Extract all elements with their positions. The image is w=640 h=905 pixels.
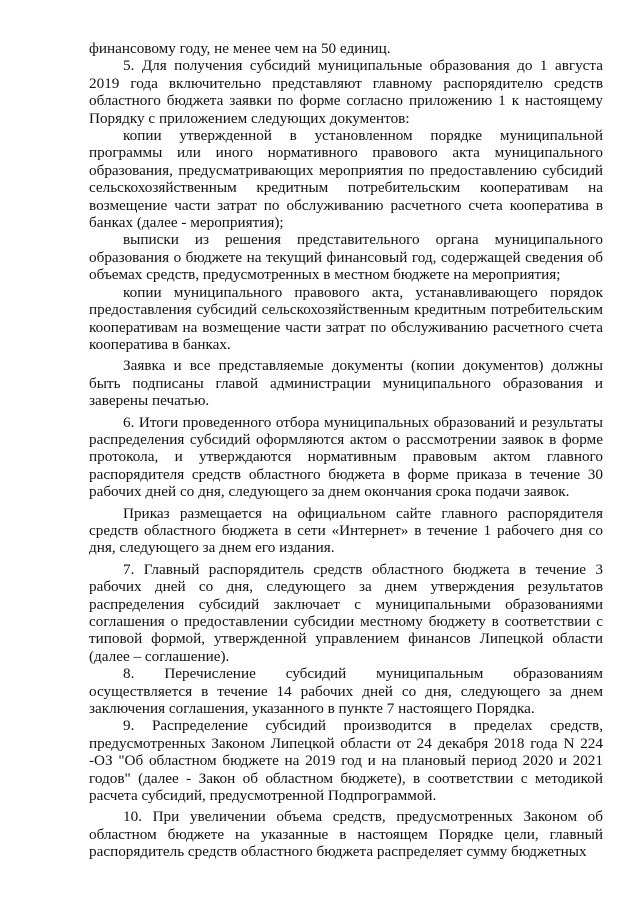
paragraph-item-5-doc-2: выписки из решения представительного органа муниципального образования о бюджете на текущий финансовый год, содержащей сведения об объемах средств, предусмотренных в местном бюджете на мероприятия; xyxy=(89,231,603,284)
paragraph-signature-requirement: Заявка и все представляемые документы (копии документов) должны быть подписаны главой администрации муниципального образования и заверены печатью. xyxy=(89,357,603,410)
paragraph-order-publication: Приказ размещается на официальном сайте главного распорядителя средств областного бюджета в сети «Интернет» в течение 1 рабочего дня со дня, следующего за днем его издания. xyxy=(89,504,603,557)
paragraph-item-6: 6. Итоги проведенного отбора муниципальных образований и результаты распределения субсидий оформляются актом о рассмотрении заявок в форме протокола, и утверждаются нормативным правовым актом главного распорядителя средств областного бюджета в форме приказа в течение 30 рабочих дней со дня, следующего за днем окончания срока подачи заявок. xyxy=(89,413,603,501)
paragraph-item-5: 5. Для получения субсидий муниципальные образования до 1 августа 2019 года включительно представляют главному распорядителю средств областного бюджета заявки по форме согласно приложению 1 к настоящему Порядку с приложением следующих документов: xyxy=(89,57,603,127)
paragraph-continuation: финансовому году, не менее чем на 50 единиц. xyxy=(89,40,391,57)
paragraph-item-10: 10. При увеличении объема средств, предусмотренных Законом об областном бюджете на указанные в настоящем Порядке цели, главный распорядитель средств областного бюджета распределяет сумму бюджетных xyxy=(89,808,603,861)
paragraph-item-8: 8. Перечисление субсидий муниципальным образованиям осуществляется в течение 14 рабочих дней со дня, следующего за днем заключения соглашения, указанного в пункте 7 настоящего Порядка. xyxy=(89,665,603,718)
paragraph-item-7: 7. Главный распорядитель средств областного бюджета в течение 3 рабочих дней со дня, следующего за днем утверждения результатов распределения субсидий заключает с муниципальными образованиями соглашения о предоставлении субсидии местному бюджету в соответствии с типовой формой, утвержденной управлением финансов Липецкой области (далее – соглашение). xyxy=(89,560,603,665)
paragraph-item-9: 9. Распределение субсидий производится в пределах средств, предусмотренных Законом Липецкой области от 24 декабря 2018 года N 224 -ОЗ "Об областном бюджете на 2019 год и на плановый период 2020 и 2021 годов" (далее - Закон об областном бюджете), в соответствии с методикой расчета субсидий, предусмотренной Подпрограммой. xyxy=(89,717,603,805)
paragraph-item-5-doc-3: копии муниципального правового акта, устанавливающего порядок предоставления субсидий сельскохозяйственным кредитным потребительским кооперативам на возмещение части затрат по обслуживанию расчетного счета кооператива в банках. xyxy=(89,283,603,353)
document-page xyxy=(89,40,603,861)
paragraph-item-5-doc-1: копии утвержденной в установленном порядке муниципальной программы или иного нормативного правового акта муниципального образования, предусматривающих мероприятия по предоставлению субсидий сельскохозяйственным кредитным потребительским кооперативам на возмещение части затрат по обслуживанию расчетного счета кооператива в банках (далее - мероприятия); xyxy=(89,127,603,232)
